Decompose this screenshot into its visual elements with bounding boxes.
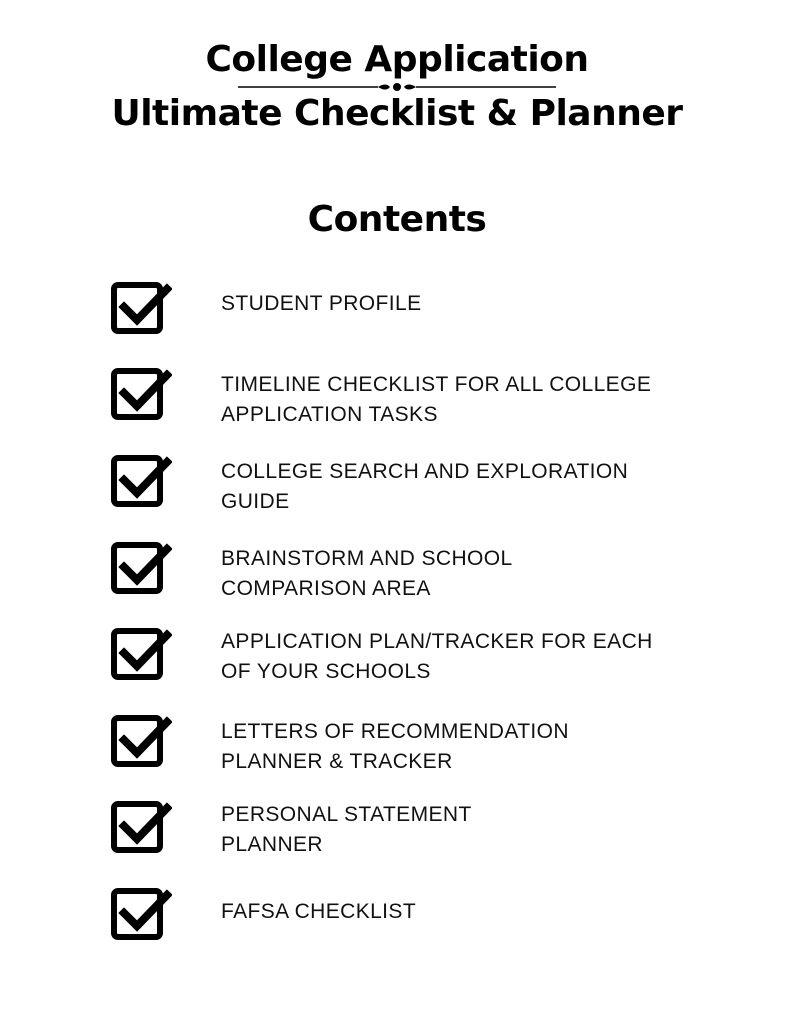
checked-box-icon <box>110 454 172 510</box>
checked-box-icon <box>110 281 172 337</box>
checked-box-icon <box>110 627 172 683</box>
title-line-2: Ultimate Checklist & Planner <box>111 93 683 134</box>
checked-box-icon <box>110 367 172 423</box>
contents-heading: Contents <box>307 199 487 240</box>
contents-item-line: COMPARISON AREA <box>221 577 431 600</box>
title-line-1: College Application <box>205 39 589 80</box>
contents-item <box>110 800 710 860</box>
contents-item-line: FAFSA CHECKLIST <box>221 900 417 923</box>
contents-item-label <box>221 717 691 777</box>
contents-item-line: LETTERS OF RECOMMENDATION <box>221 720 569 743</box>
contents-item-label <box>221 544 691 604</box>
contents-item <box>110 541 710 601</box>
checked-box-icon <box>110 714 172 770</box>
contents-item-line: APPLICATION PLAN/TRACKER FOR EACH <box>221 630 653 653</box>
contents-item-line: APPLICATION TASKS <box>221 403 438 426</box>
contents-item <box>110 454 710 514</box>
contents-item-line: PERSONAL STATEMENT <box>221 803 472 826</box>
contents-item-line: TIMELINE CHECKLIST FOR ALL COLLEGE <box>221 373 652 396</box>
contents-item-line: STUDENT PROFILE <box>221 292 422 315</box>
contents-item-line: BRAINSTORM AND SCHOOL <box>221 547 513 570</box>
contents-item <box>110 887 710 947</box>
checked-box-icon <box>110 541 172 597</box>
contents-item-label <box>221 627 691 687</box>
contents-item-label <box>221 289 691 319</box>
contents-item-line: COLLEGE SEARCH AND EXPLORATION <box>221 460 629 483</box>
contents-item-line: PLANNER & TRACKER <box>221 750 453 773</box>
contents-item-line: PLANNER <box>221 833 323 856</box>
contents-item <box>110 281 710 341</box>
contents-item-label <box>221 897 691 927</box>
contents-item <box>110 367 710 427</box>
contents-item-line: GUIDE <box>221 490 290 513</box>
contents-item <box>110 627 710 687</box>
contents-item-label <box>221 800 691 860</box>
contents-item-label <box>221 457 691 517</box>
contents-item <box>110 714 710 774</box>
contents-item-label <box>221 370 691 430</box>
checked-box-icon <box>110 800 172 856</box>
contents-item-line: OF YOUR SCHOOLS <box>221 660 431 683</box>
checked-box-icon <box>110 887 172 943</box>
